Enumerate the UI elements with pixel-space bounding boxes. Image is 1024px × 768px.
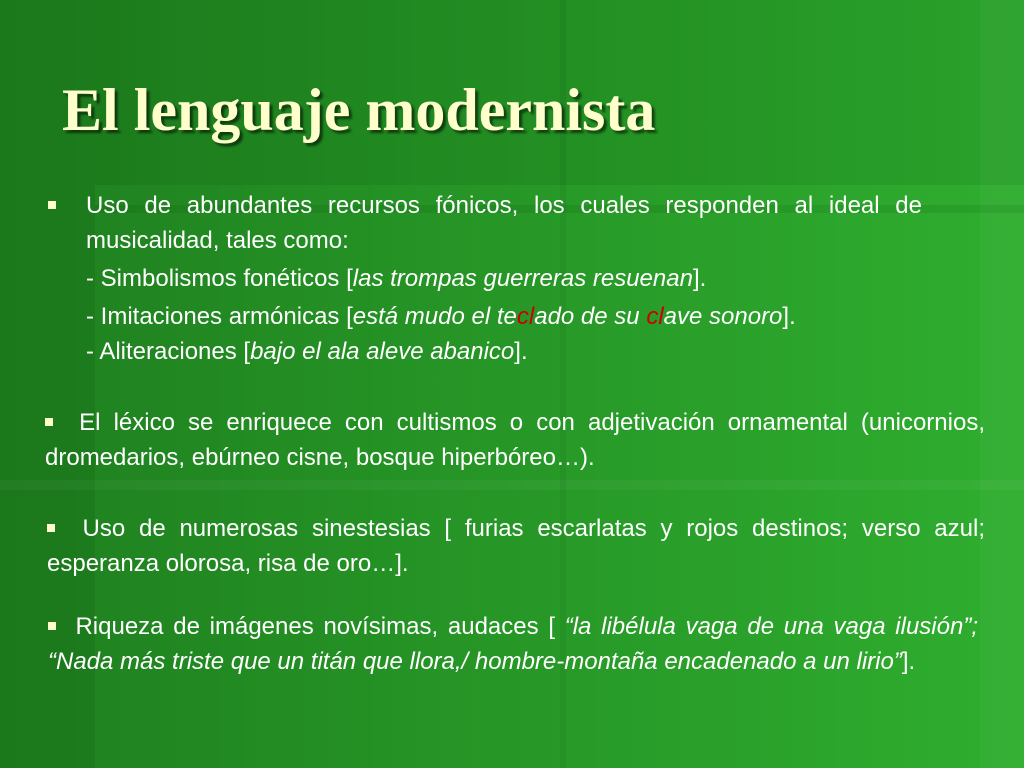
background-stripe <box>0 480 1024 490</box>
highlight-text: cl <box>516 303 535 330</box>
example-part: está mudo el te <box>352 303 517 330</box>
bullet-text: Uso de numerosas sinestesias [ furias escarlatas y rojos destinos; verso azul; esperanza olorosa, risa de oro…]. <box>47 515 985 577</box>
background-stripe <box>0 185 95 768</box>
bullet-icon <box>48 622 56 630</box>
bullet-item-imagenes <box>48 609 978 679</box>
bullet-text: El léxico se enriquece con cultismos o con adjetivación ornamental (unicornios, dromedarios, ebúrneo cisne, bosque hiperbóreo…). <box>45 409 985 471</box>
example-part: ave sonoro <box>663 303 783 330</box>
sub-item-label: - Aliteraciones [ <box>86 338 251 365</box>
sub-item-suffix: ]. <box>692 265 707 292</box>
sub-item-label: - Imitaciones armónicas [ <box>86 303 353 330</box>
example-text: bajo el ala aleve abanico <box>250 338 515 365</box>
sub-item-simbolismos <box>86 261 922 296</box>
sub-item-imitaciones <box>86 299 922 334</box>
sub-item-label: - Simbolismos fonéticos [ <box>86 265 353 292</box>
example-text: las trompas guerreras resuenan <box>352 265 693 292</box>
bullet-item-fonicos <box>86 188 922 369</box>
background-stripe <box>980 0 1024 768</box>
slide-title: El lenguaje modernista <box>62 77 656 143</box>
bullet-item-sinestesias <box>47 511 985 581</box>
bullet-icon <box>47 524 55 532</box>
bullet-suffix: ]. <box>901 648 916 675</box>
bullet-text: Riqueza de imágenes novísimas, audaces [ <box>75 613 565 640</box>
bullet-icon <box>45 418 53 426</box>
sub-item-suffix: ]. <box>514 338 528 365</box>
bullet-icon <box>48 201 56 209</box>
example-part: ado de su <box>534 303 647 330</box>
quote-text: “la libélula vaga de una vaga ilusión”; “Nada más triste que un titán que llora,/ hombre-montaña encadenado a un lirio” <box>48 613 978 675</box>
example-text <box>353 303 783 330</box>
bullet-intro-text: Uso de abundantes recursos fónicos, los cuales responden al ideal de musicalidad, tales como: <box>86 192 922 254</box>
sub-item-suffix: ]. <box>782 303 796 330</box>
highlight-text: cl <box>646 303 664 330</box>
sub-item-aliteraciones <box>86 334 922 369</box>
bullet-item-lexico <box>45 405 985 475</box>
